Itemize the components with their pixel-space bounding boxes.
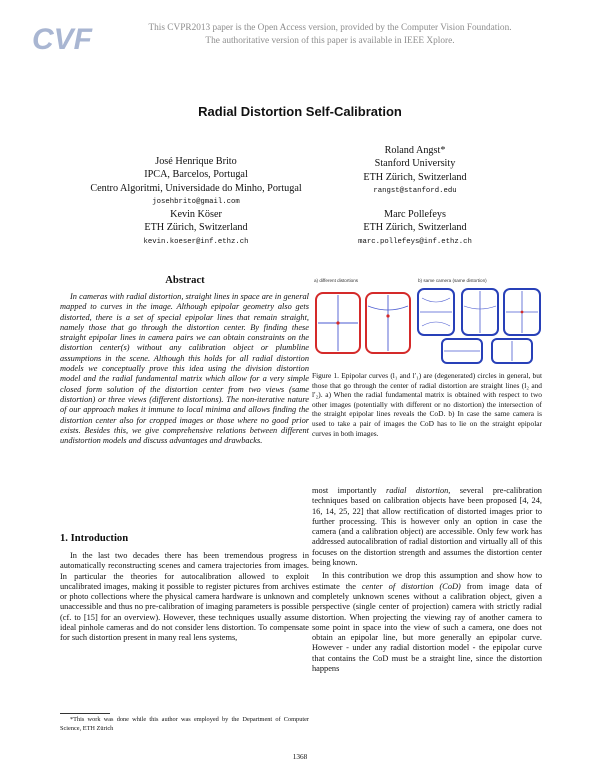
figure-panel-a (316, 293, 410, 353)
distortion-center-marker (521, 311, 524, 314)
paragraph: In this contribution we drop this assumption and show how to estimate the center of distortion (CoD) from image data of completely unknown scenes without a calibration object, given a perspective (single center of projection) camera with strictly radial distortion. When projecting the viewing ray of another camera to some point in space into the view of such a camera, one does not obtain an epipolar line, but more generally an epipolar curve. However - under any radial distortion model - the epipolar curve that contains the CoD must be a straight line, since the distortion happens (312, 571, 542, 674)
author-affiliation: ETH Zürich, Switzerland (363, 222, 467, 234)
page-number: 1368 (292, 752, 308, 761)
author-email[interactable]: marc.pollefeys@inf.ethz.ch (358, 237, 472, 246)
footnote: *This work was done while this author was employed by the Department of Computer Science, ETH Zürich (60, 716, 309, 732)
paragraph: most importantly radial distortion, several pre-calibration techniques based on calibration objects have been proposed [4, 24, 16, 14, 25, 22] that allow rectification of distorted images prior to further processing. This is however only an option in case the camera (and a calibration object) are accessible. Only few work has addressed autocalibration of radial distortion and virtually all of this focuses on the distortion strength and assumes the distortion center being known. (312, 486, 542, 568)
author-block-brito (86, 155, 306, 209)
author-name: José Henrique Brito (155, 156, 237, 167)
author-name: Roland Angst* (384, 145, 446, 156)
figure-1 (312, 276, 542, 366)
abstract-text: In cameras with radial distortion, straight lines in space are in general mapped to curves in the image. Although epipolar geometry also gets distorted, there is a set of special epipolar lines that remain straight, namely those that go through the distortion center. By finding these straight epipolar lines in camera pairs we can obtain constraints on the distortion center(s) without any calibration object or plumbline assumptions in the scene. Although this holds for all radial distortion models we conceptually prove this idea using the division distortion model and the radial fundamental matrix which allow for a very simple closed form solution of the distortion center from two views (same distortion) or three views (different distortions). The non-iterative nature of our approach makes it immune to local minima and allows finding the distortion center also for cropped images or those where no good prior exists. Besides this, we give comprehensive relations between different undistortion models and discuss advantages and drawbacks. (60, 292, 309, 446)
distortion-center-marker (386, 314, 389, 317)
figure-label-b: b) same camera (same distortion) (418, 278, 487, 283)
abstract-heading: Abstract (165, 275, 205, 286)
author-affiliation: ETH Zürich, Switzerland (144, 222, 248, 234)
author-email[interactable]: kevin.koeser@inf.ethz.ch (143, 237, 249, 246)
author-affiliation: IPCA, Barcelos, Portugal (144, 169, 248, 181)
introduction-heading: 1. Introduction (60, 533, 129, 544)
figure-panel-b (418, 289, 540, 363)
epipolar-curve (422, 298, 450, 302)
figure-label-a: a) different distortions (314, 278, 359, 283)
right-column-text (312, 486, 542, 674)
author-block-pollefeys (340, 208, 490, 249)
svg-text:CVF: CVF (32, 23, 92, 56)
epipolar-curve (422, 322, 450, 326)
notice-line-1: This CVPR2013 paper is the Open Access version, provided by the Computer Vision Foundation. (148, 23, 512, 33)
author-affiliation: Stanford University (374, 158, 456, 170)
distortion-center-marker (336, 321, 339, 324)
author-affiliation: Centro Algoritmi, Universidade do Minho, Portugal (90, 182, 302, 194)
notice-line-2: The authoritative version of this paper is available in IEEE Xplore. (205, 36, 455, 46)
figure-1-caption: Figure 1. Epipolar curves (l₁ and l′₁) are (degenerated) circles in general, but those that go through the center of radial distortion are straight lines (l₂ and l′₂). a) When the radial fundamental matrix is obtained with respect to two other images (potentially with different or no distortion) the intersection of the straight epipolar lines reveals the CoD. b) In case the same camera is used to take a pair of images the CoD has to lie on the straight epipolar curves in both images. (312, 371, 542, 438)
introduction-text: In the last two decades there has been tremendous progress in automatically reconstructing scenes and camera trajectories from images. In particular the theories for autocalibration allowed to exploit uncalibrated images, making it possible to register pictures from archives or photo collections where the physical camera hardware is unknown and unaccessible and thus no pre-calibration of imaging parameters is possible (cf. to [15] for an overview). However, these techniques usually assume ideal pinhole cameras and do not consider lens distortion. To compensate for such distortion present in many real lens systems, (60, 551, 309, 643)
author-affiliation: ETH Zürich, Switzerland (363, 171, 467, 183)
author-block-angst (345, 144, 485, 198)
paper-title: Radial Distortion Self-Calibration (198, 104, 402, 119)
author-block-koser (96, 208, 296, 249)
author-name: Kevin Köser (170, 209, 222, 220)
author-name: Marc Pollefeys (384, 209, 446, 220)
cvf-logo (31, 20, 92, 56)
author-email[interactable]: josehbrito@gmail.com (152, 198, 240, 207)
footnote-divider (60, 713, 110, 714)
author-email[interactable]: rangst@stanford.edu (373, 187, 457, 196)
open-access-notice (110, 22, 550, 48)
